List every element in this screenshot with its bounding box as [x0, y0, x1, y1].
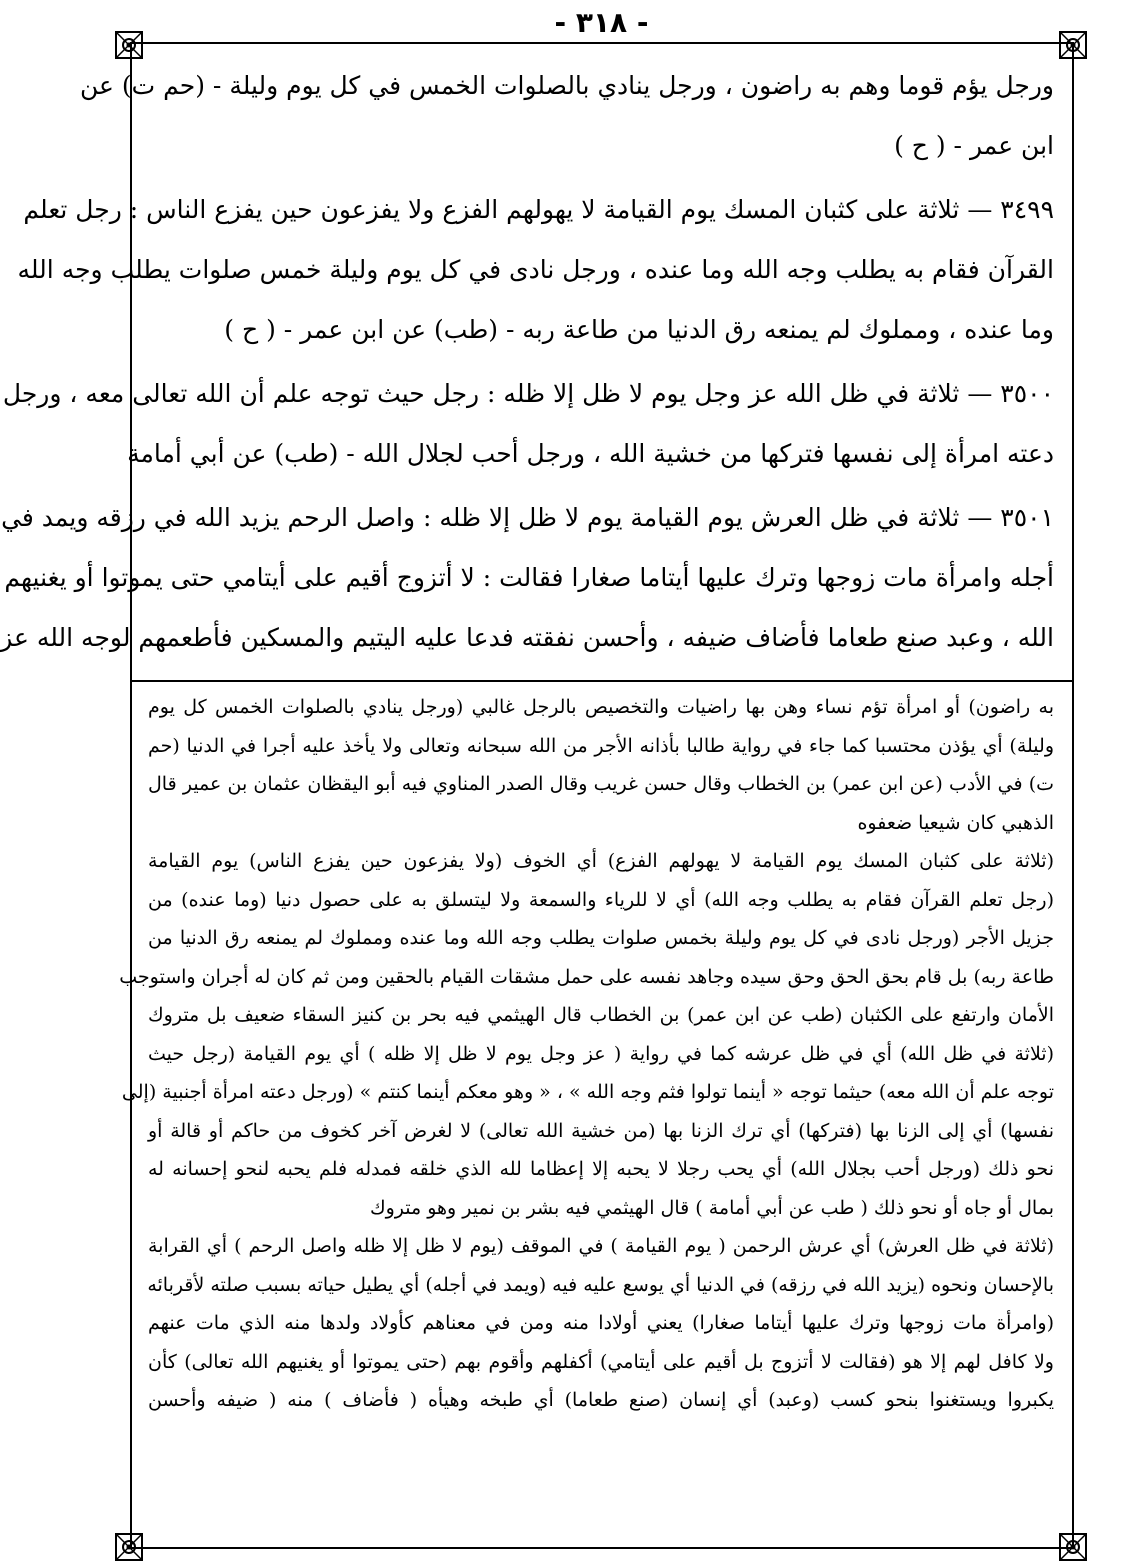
page-number: - ٣١٨ - — [554, 6, 649, 39]
text-line: القرآن فقام به يطلب وجه الله وما عنده ، ورجل نادى في كل يوم وليلة خمس صلوات يطلب وجه الله — [17, 255, 1054, 284]
commentary-line: بالإحسان ونحوه (يزيد الله في رزقه) في الدنيا أي يوسع عليه فيه (ويمد في أجله) أي يطيل حياته بسبب صلته لأقربائه — [147, 1273, 1054, 1296]
commentary-line: (رجل تعلم القرآن فقام به يطلب وجه الله) أي لا للرياء والسمعة ولا ليتسلق به على حصول دنيا (وما عنده) من — [148, 888, 1054, 911]
commentary-line: ولا كافل لهم إلا هو (فقالت لا أتزوج بل أقيم على أيتامي) أكفلهم وأقوم بهم (حتى يموتوا أو يغنيهم الله تعالى) كأن — [148, 1350, 1054, 1373]
commentary-line: نفسها) أي إلى الزنا بها (فتركها) أي ترك الزنا بها (من خشية الله تعالى) لا لغرض آخر كخوف من حاكم أو قالة أو — [148, 1119, 1054, 1142]
commentary-line: (ثلاثة على كثبان المسك يوم القيامة لا يهولهم الفزع) أي الخوف (ولا يفزعون حين يفزع الناس) يوم القيامة — [148, 850, 1054, 872]
commentary-line: بمال أو جاه أو نحو ذلك ( طب عن أبي أمامة ) قال الهيثمي فيه بشر بن نمير وهو متروك — [369, 1196, 1054, 1219]
text-line: ورجل يؤم قوما وهم به راضون ، ورجل ينادي بالصلوات الخمس في كل يوم وليلة - (حم ت) عن — [80, 71, 1054, 100]
frame-right-border — [1072, 42, 1074, 1549]
commentary-line: الأمان وارتفع على الكثبان (طب عن ابن عمر) بن الخطاب قال الهيثمي فيه بحر بن كنيز السقاء ضعيف بل متروك — [148, 1004, 1054, 1026]
commentary-line: يكبروا ويستغنوا بنحو كسب (وعبد) أي إنسان (صنع طعاما) أي طبخه وهيأه ( فأضاف ) منه ( ضيفه وأحسن — [148, 1389, 1054, 1411]
text-line: وما عنده ، ومملوك لم يمنعه رق الدنيا من طاعة ربه - (طب) عن ابن عمر - ( ح ) — [224, 315, 1054, 344]
text-line: دعته امرأة إلى نفسها فتركها من خشية الله ، ورجل أحب لجلال الله - (طب) عن أبي أمامة — [127, 439, 1054, 468]
commentary-line: (وامرأة مات زوجها وترك عليها أيتاما صغارا) يعني أولادا منه ومن في معناهم كأولاد ولدها منه الذي مات عنهم — [148, 1312, 1054, 1334]
commentary-line: جزيل الأجر (ورجل نادى في كل يوم وليلة بخمس صلوات يطلب وجه الله وما عنده ومملوك لم يمنعه رق الدنيا من — [148, 927, 1054, 949]
corner-ornament-icon — [1056, 28, 1090, 62]
commentary-text — [119, 688, 1054, 1420]
commentary-line: (ثلاثة في ظل العرش) أي عرش الرحمن ( يوم القيامة ) في الموقف (يوم لا ظل إلا ظله واصل الرحم ) أي القرابة — [148, 1235, 1054, 1257]
text-line: الله ، وعبد صنع طعاما فأضاف ضيفه ، وأحسن نفقته فدعا عليه اليتيم والمسكين فأطعمهم لوجه الله عز — [0, 623, 1054, 652]
section-divider — [130, 680, 1074, 682]
corner-ornament-icon — [1056, 1530, 1090, 1564]
commentary-line: طاعة ربه) بل قام بحق الحق وحق سيده وجاهد نفسه على حمل مشقات القيام بالحقين ومن ثم كان له أجران واستوجب — [119, 965, 1054, 988]
commentary-line: ت) في الأدب (عن ابن عمر) بن الخطاب وقال حسن غريب وقال الصدر المناوي فيه أبو اليقظان عثمان بن عمير قال — [148, 773, 1054, 795]
text-line: ابن عمر - ( ح ) — [894, 131, 1054, 160]
hadith-3501-line: ٣٥٠١ — ثلاثة في ظل العرش يوم القيامة يوم لا ظل إلا ظله : واصل الرحم يزيد الله في رزقه ويمد في — [1, 503, 1054, 532]
hadith-3499-line: ٣٤٩٩ — ثلاثة على كثبان المسك يوم القيامة لا يهولهم الفزع ولا يفزعون حين يفزع الناس : رجل تعلم — [23, 195, 1054, 224]
hadith-3500-line: ٣٥٠٠ — ثلاثة في ظل الله عز وجل يوم لا ظل إلا ظله : رجل حيث توجه علم أن الله تعالى معه ، ورجل — [2, 379, 1054, 408]
commentary-line: (ثلاثة في ظل الله) أي في ظل عرشه كما في رواية ( عز وجل يوم لا ظل إلا ظله ) أي يوم القيامة (رجل حيث — [148, 1042, 1054, 1065]
commentary-line: وليلة) أي يؤذن محتسبا كما جاء في رواية طالبا بأذانه الأجر من الله سبحانه وتعالى ولا يأخذ عليه أجرا في الدنيا (حم — [148, 734, 1054, 757]
commentary-line: به راضون) أو امرأة تؤم نساء وهن بها راضيات والتخصيص بالرجل غالبي (ورجل ينادي بالصلوات الخمس كل يوم — [148, 696, 1054, 718]
commentary-line: نحو ذلك (ورجل أحب بجلال الله) أي يحب رجلا لا يحبه إلا إعظاما لله الذي خلقه فمدله فلم يحبه لنحو إحسانه له — [148, 1158, 1054, 1180]
corner-ornament-icon — [112, 1530, 146, 1564]
commentary-line: توجه علم أن الله معه) حيثما توجه « أينما تولوا فثم وجه الله » ، « وهو معكم أينما كنتم » (ورجل دعته امرأة أجنبية (إلى — [121, 1081, 1054, 1103]
text-line: أجله وامرأة مات زوجها وترك عليها أيتاما صغارا فقالت : لا أتزوج أقيم على أيتامي حتى يموتوا أو يغنيهم — [4, 563, 1054, 592]
hadith-main-text — [0, 56, 1054, 668]
frame-top-border — [130, 42, 1074, 44]
commentary-line: الذهبي كان شيعيا ضعفوه — [857, 811, 1054, 834]
frame-bottom-border — [130, 1547, 1074, 1549]
